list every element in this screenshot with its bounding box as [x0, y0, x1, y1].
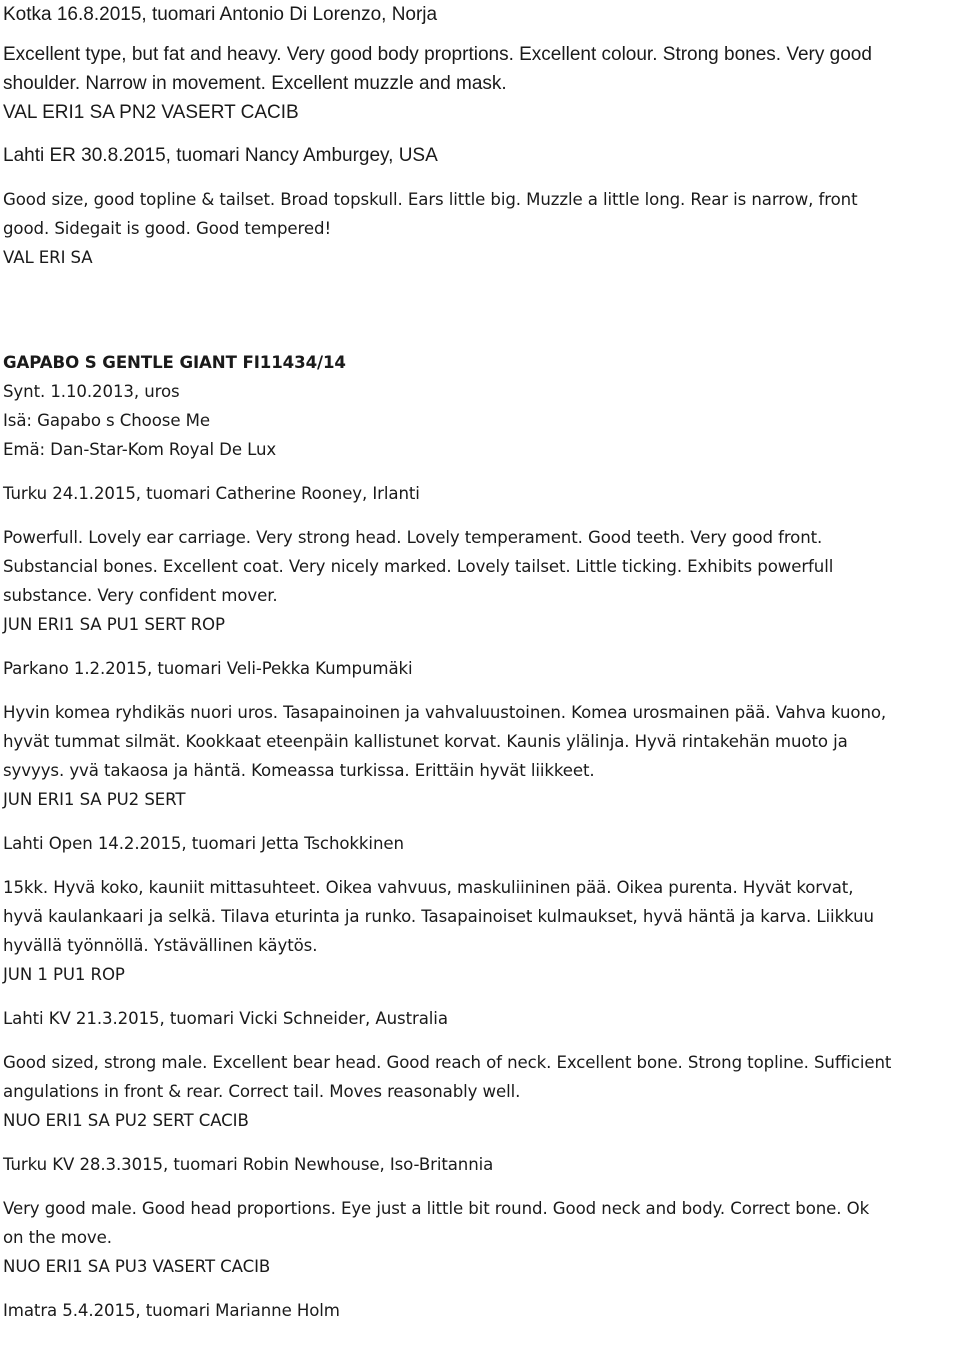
critique-line: hyvä kaulankaari ja selkä. Tilava eturinta ja runko. Tasapainoiset kulmaukset, hyvä häntä ja karva. Liikkuu [3, 907, 874, 926]
critique-line: angulations in front & rear. Correct tail. Moves reasonably well. [3, 1082, 521, 1101]
critique-line: hyvällä työnnöllä. Ystävällinen käytös. [3, 936, 318, 955]
dog-name: GAPABO S GENTLE GIANT FI11434/14 [3, 353, 346, 372]
critique-line: good. Sidegait is good. Good tempered! [3, 219, 331, 238]
result-line: NUO ERI1 SA PU2 SERT CACIB [3, 1111, 249, 1130]
dog-info [3, 348, 958, 464]
critique-line: hyvät tummat silmät. Kookkaat eteenpäin kallistunet korvat. Kaunis ylälinja. Hyvä rintakehän muoto ja [3, 732, 848, 751]
critique-line: Hyvin komea ryhdikäs nuori uros. Tasapainoinen ja vahvaluustoinen. Komea urosmainen pää. Vahva kuono, [3, 703, 887, 722]
show-line: Kotka 16.8.2015, tuomari Antonio Di Lorenzo, Norja [3, 4, 438, 25]
result-line: JUN 1 PU1 ROP [3, 965, 125, 984]
dog-born: Synt. 1.10.2013, uros [3, 382, 180, 401]
critique [3, 185, 958, 243]
show-line: Turku 24.1.2015, tuomari Catherine Rooney, Irlanti [3, 484, 420, 503]
result-line: JUN ERI1 SA PU1 SERT ROP [3, 615, 225, 634]
critique-line: Very good male. Good head proportions. Eye just a little bit round. Good neck and body. Correct bone. Ok [3, 1199, 870, 1218]
document-page [3, 0, 958, 1325]
critique [3, 40, 958, 98]
show-line: Lahti Open 14.2.2015, tuomari Jetta Tschokkinen [3, 834, 404, 853]
critique-line: Good sized, strong male. Excellent bear head. Good reach of neck. Excellent bone. Strong topline. Sufficient [3, 1053, 892, 1072]
critique-line: Substancial bones. Excellent coat. Very nicely marked. Lovely tailset. Little ticking. Exhibits powerfull [3, 557, 834, 576]
critique-line: substance. Very confident mover. [3, 586, 278, 605]
critique-line: on the move. [3, 1228, 112, 1247]
dog-dam: Emä: Dan-Star-Kom Royal De Lux [3, 440, 277, 459]
critique-line: Good size, good topline & tailset. Broad topskull. Ears little big. Muzzle a little long. Rear is narrow, front [3, 190, 858, 209]
show-line: Lahti ER 30.8.2015, tuomari Nancy Amburgey, USA [3, 145, 438, 166]
critique-line: 15kk. Hyvä koko, kauniit mittasuhteet. Oikea vahvuus, maskuliininen pää. Oikea purenta. Hyvät korvat, [3, 878, 854, 897]
result-line: NUO ERI1 SA PU3 VASERT CACIB [3, 1257, 271, 1276]
show-line: Lahti KV 21.3.2015, tuomari Vicki Schneider, Australia [3, 1009, 448, 1028]
result-line: VAL ERI SA [3, 248, 93, 267]
result-line: VAL ERI1 SA PN2 VASERT CACIB [3, 102, 299, 123]
dog-sire: Isä: Gapabo s Choose Me [3, 411, 210, 430]
spacer [3, 272, 958, 348]
critique-line: Powerfull. Lovely ear carriage. Very strong head. Lovely temperament. Good teeth. Very good front. [3, 528, 823, 547]
show-line: Imatra 5.4.2015, tuomari Marianne Holm [3, 1301, 340, 1320]
critique-line: syvyys. yvä takaosa ja häntä. Komeassa turkissa. Erittäin hyvät liikkeet. [3, 761, 595, 780]
show-line: Parkano 1.2.2015, tuomari Veli-Pekka Kumpumäki [3, 659, 413, 678]
critique-line: Excellent type, but fat and heavy. Very good body proprtions. Excellent colour. Strong bones. Very good [3, 44, 872, 65]
critique-line: shoulder. Narrow in movement. Excellent muzzle and mask. [3, 73, 507, 94]
spacer [3, 464, 958, 479]
show-line: Turku KV 28.3.3015, tuomari Robin Newhouse, Iso-Britannia [3, 1155, 494, 1174]
result-line: JUN ERI1 SA PU2 SERT [3, 790, 186, 809]
